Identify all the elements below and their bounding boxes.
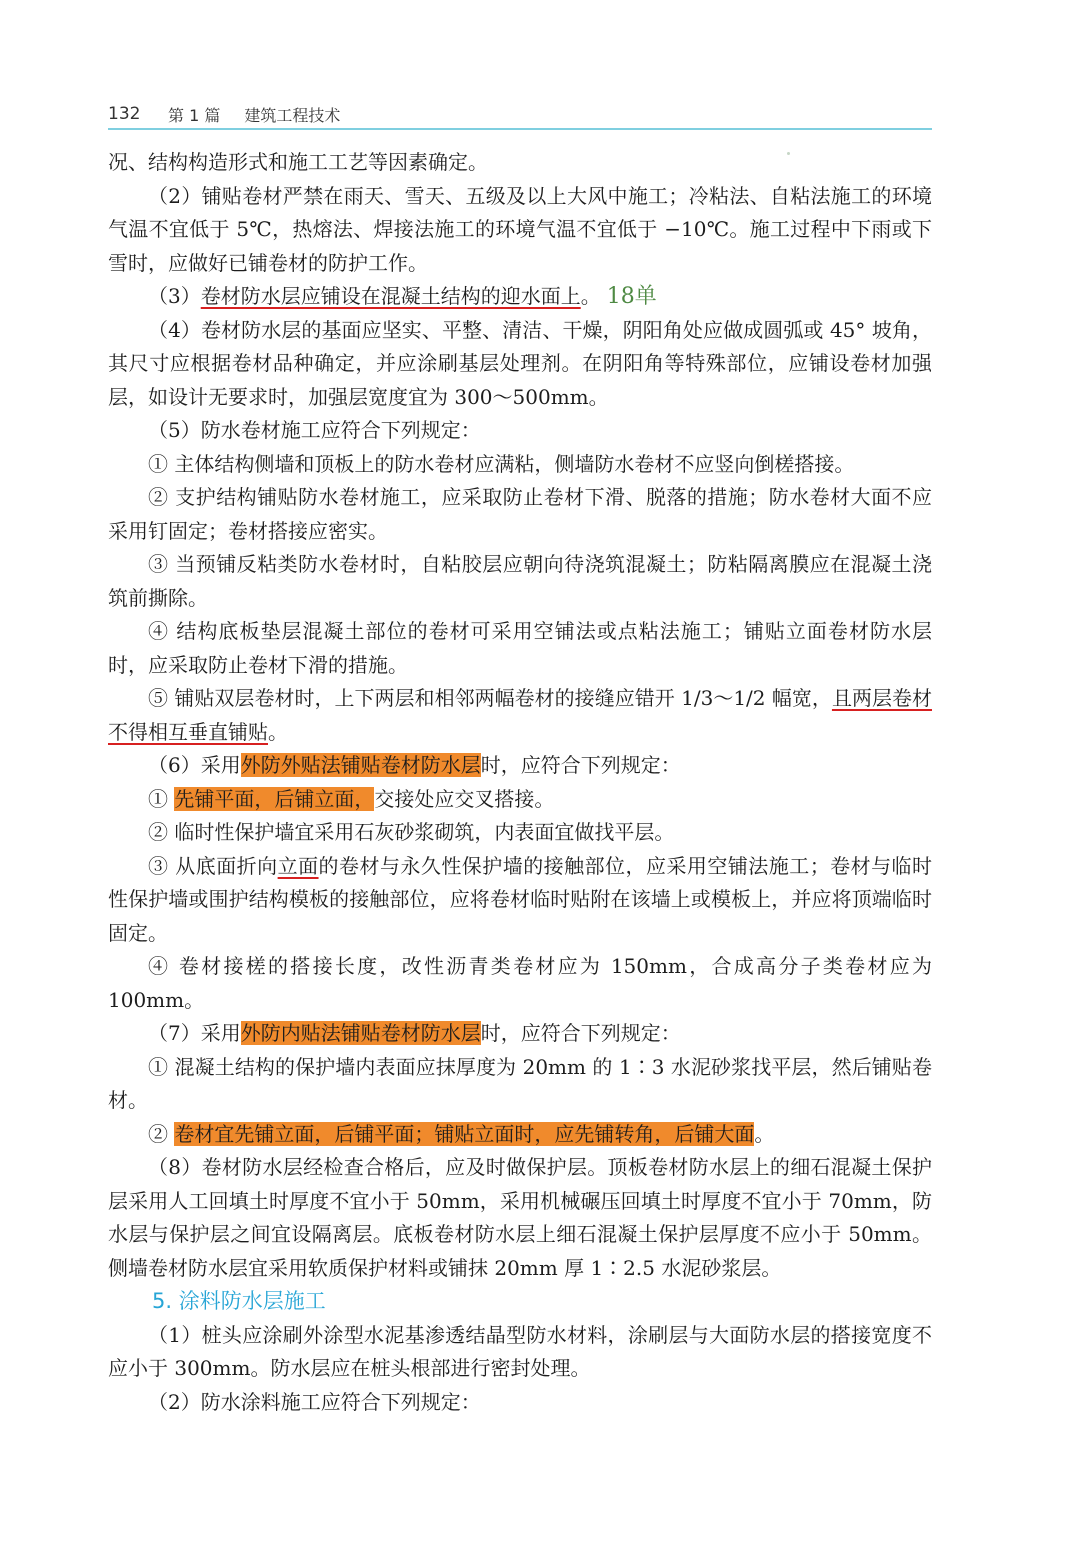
text-run: （3） [148,284,201,308]
highlighted-text: 外防内贴法铺贴卷材防水层 [240,1021,481,1045]
paragraph [108,850,932,951]
highlighted-text: 外防外贴法铺贴卷材防水层 [240,753,481,777]
underlined-text: 立面 [277,853,319,878]
text-run: 。 [754,1121,775,1146]
paragraph [108,280,932,314]
part-label: 第 1 篇 [168,105,221,125]
paragraph [108,1017,932,1051]
paragraph: （2）防水涂料施工应符合下列规定： [148,1389,481,1414]
text-run: ③ 从底面折向 [148,853,278,878]
text-run: ① [148,786,175,811]
paragraph: （5）防水卷材施工应符合下列规定： [148,418,481,442]
paragraph: ③ 当预铺反粘类防水卷材时，自粘胶层应朝向待浇筑混凝土；防粘隔离膜应在混凝土浇筑前撕除。 [108,552,932,610]
text-run: 时，应符合下列规定： [480,1021,681,1045]
paragraph [108,1118,932,1152]
paragraph: 况、结构构造形式和施工工艺等因素确定。 [108,150,488,174]
handwritten-note: 18单 [606,284,657,309]
section-title: 建筑工程技术 [244,105,341,125]
underlined-text: 卷材防水层应铺设在混凝土结构的迎水面上 [200,284,581,308]
paragraph: （4）卷材防水层的基面应坚实、平整、清洁、干燥，阴阳角处应做成圆弧或 45° 坡角，其尺寸应根据卷材品种确定，并应涂刷基层处理剂。在阴阳角等特殊部位，应铺设卷材加强层，如设计无要求时，加强层宽度宜为 300～500mm。 [108,317,932,409]
paragraph: ② 支护结构铺贴防水卷材施工，应采取防止卷材下滑、脱落的措施；防水卷材大面不应采用钉固定；卷材搭接应密实。 [108,485,932,543]
paragraph: ④ 结构底板垫层混凝土部位的卷材可采用空铺法或点粘法施工；铺贴立面卷材防水层时，应采取防止卷材下滑的措施。 [108,619,932,677]
page-header [108,100,932,128]
paragraph: ④ 卷材接槎的搭接长度，改性沥青类卷材应为 150mm，合成高分子类卷材应为 100mm。 [108,954,932,1012]
paragraph [108,682,932,749]
highlighted-text: 先铺平面，后铺立面， [174,786,375,811]
text-run: ② [148,1121,175,1146]
paragraph: ① 主体结构侧墙和顶板上的防水卷材应满粘，侧墙防水卷材不应竖向倒槎搭接。 [148,451,855,476]
paragraph: （1）桩头应涂刷外涂型水泥基渗透结晶型防水材料，涂刷层与大面防水层的搭接宽度不应小于 300mm。防水层应在桩头根部进行密封处理。 [108,1322,932,1380]
highlighted-text: 卷材宜先铺立面，后铺平面；铺贴立面时，应先铺转角，后铺大面 [174,1121,755,1146]
text-run: （6）采用 [148,753,241,777]
body-text [108,146,932,1419]
text-run: 时，应符合下列规定： [480,753,681,777]
text-run: （7）采用 [148,1021,241,1045]
section-heading: 5. 涂料防水层施工 [152,1289,326,1313]
text-run: 。 [580,284,601,308]
page-number: 132 [108,104,141,124]
text-run: 。 [268,719,288,744]
paragraph: （2）铺贴卷材严禁在雨天、雪天、五级及以上大风中施工；冷粘法、自粘法施工的环境气温不宜低于 5℃，热熔法、焊接法施工的环境气温不宜低于 −10℃。施工过程中下雨或下雪时，应做好已铺卷材的防护工作。 [108,183,932,275]
paragraph: （8）卷材防水层经检查合格后，应及时做保护层。顶板卷材防水层上的细石混凝土保护层采用人工回填土时厚度不宜小于 50mm，采用机械碾压回填土时厚度不宜小于 70mm，防水层与保护层之间宜设隔离层。底板卷材防水层上细石混凝土保护层厚度不应小于 50mm。侧墙卷材防水层宜采用软质保护材料或铺抹 20mm 厚 1∶2.5 水泥砂浆层。 [108,1155,932,1280]
paragraph: ② 临时性保护墙宜采用石灰砂浆砌筑，内表面宜做找平层。 [148,820,675,844]
text-run: ⑤ 铺贴双层卷材时，上下两层和相邻两幅卷材的接缝应错开 1/3～1/2 幅宽， [148,686,832,710]
paragraph [108,783,932,817]
text-run: 的卷材与永久性保护墙的接触部位，应采用空铺法施工；卷材与临时性保护墙或围护结构模板的接触部位，应将卷材临时贴附在该墙上或模板上，并应将顶端临时固定。 [108,853,933,945]
header-rule [108,128,932,130]
underlined-text: 且两层卷材不得相互垂直铺贴 [108,686,932,744]
paragraph: ① 混凝土结构的保护墙内表面应抹厚度为 20mm 的 1∶3 水泥砂浆找平层，然后铺贴卷材。 [108,1054,932,1112]
paragraph [108,749,932,783]
text-run: 交接处应交叉搭接。 [374,786,555,811]
